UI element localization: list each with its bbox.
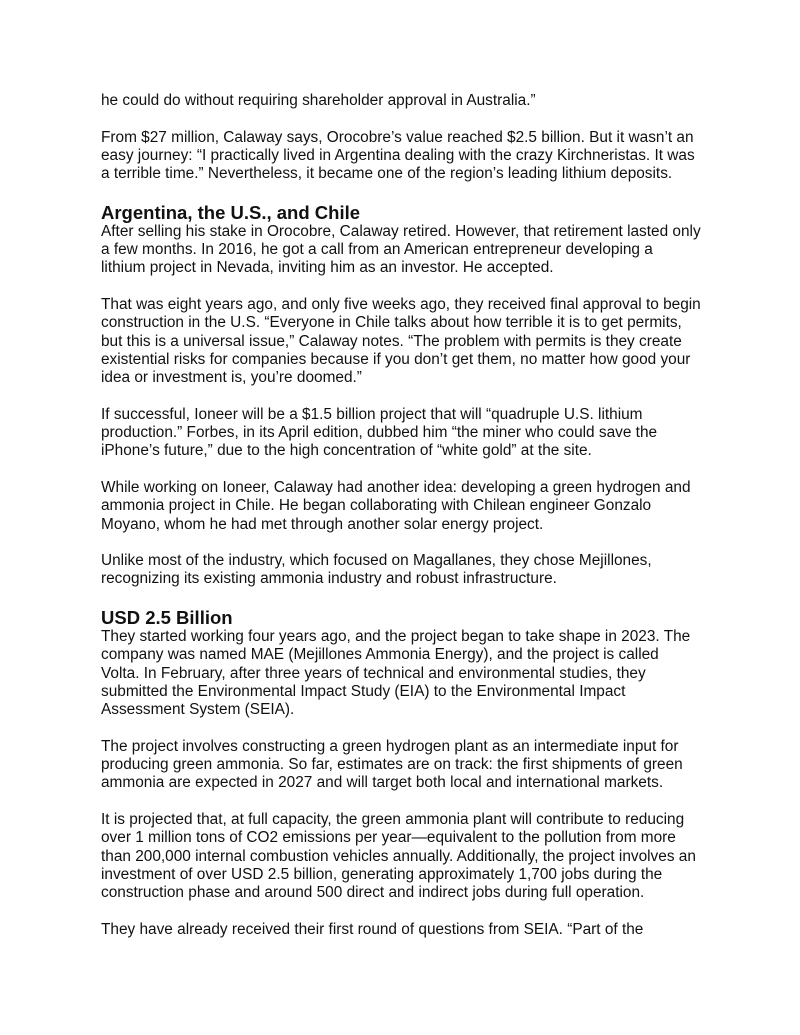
- paragraph: From $27 million, Calaway says, Orocobre’s value reached $2.5 billion. But it wasn’t an easy journey: “I practically lived in Argentina dealing with the crazy Kirchneristas. It was a terrible time.” Nevertheless, it became one of the region’s leading lithium deposits.: [101, 128, 695, 183]
- paragraph: While working on Ioneer, Calaway had another idea: developing a green hydrogen and ammonia project in Chile. He began collaborating with Chilean engineer Gonzalo Moyano, whom he had met through another solar energy project.: [101, 478, 691, 533]
- paragraph: They have already received their first round of questions from SEIA. “Part of the: [101, 920, 644, 938]
- paragraph: It is projected that, at full capacity, the green ammonia plant will contribute to reducing over 1 million tons of CO2 emissions per year—equivalent to the pollution from more than 200,000 internal combustion vehicles annually. Additionally, the project involves an investment of over USD 2.5 billion, generating approximately 1,700 jobs during the construction phase and around 500 direct and indirect jobs during full operation.: [101, 810, 696, 902]
- paragraph: Unlike most of the industry, which focused on Magallanes, they chose Mejillones, recognizing its existing ammonia industry and robust infrastructure.: [101, 552, 652, 588]
- paragraph: If successful, Ioneer will be a $1.5 billion project that will “quadruple U.S. lithium production.” Forbes, in its April edition, dubbed him “the miner who could save the iPhone’s future,” due to the high concentration of “white gold” at the site.: [101, 405, 658, 460]
- section-heading: Argentina, the U.S., and Chile: [101, 201, 361, 223]
- paragraph: After selling his stake in Orocobre, Calaway retired. However, that retirement lasted only a few months. In 2016, he got a call from an American entrepreneur developing a lithium project in Nevada, inviting him as an investor. He accepted.: [101, 222, 701, 277]
- section-heading: USD 2.5 Billion: [101, 607, 233, 629]
- paragraph: The project involves constructing a green hydrogen plant as an intermediate input for producing green ammonia. So far, estimates are on track: the first shipments of green ammonia are expected in 2027 and will target both local and international markets.: [101, 737, 683, 792]
- document-page: [101, 92, 701, 957]
- paragraph: That was eight years ago, and only five weeks ago, they received final approval to begin construction in the U.S. “Everyone in Chile talks about how terrible it is to get permits, but this is a universal issue,” Calaway notes. “The problem with permits is they create existential risks for companies because if you don’t get them, no matter how good your idea or investment is, you’re doomed.”: [101, 295, 701, 387]
- paragraph: They started working four years ago, and the project began to take shape in 2023. The company was named MAE (Mejillones Ammonia Energy), and the project is called Volta. In February, after three years of technical and environmental studies, they submitted the Environmental Impact Study (EIA) to the Environmental Impact Assessment System (SEIA).: [101, 628, 691, 719]
- paragraph: he could do without requiring shareholder approval in Australia.”: [101, 92, 536, 109]
